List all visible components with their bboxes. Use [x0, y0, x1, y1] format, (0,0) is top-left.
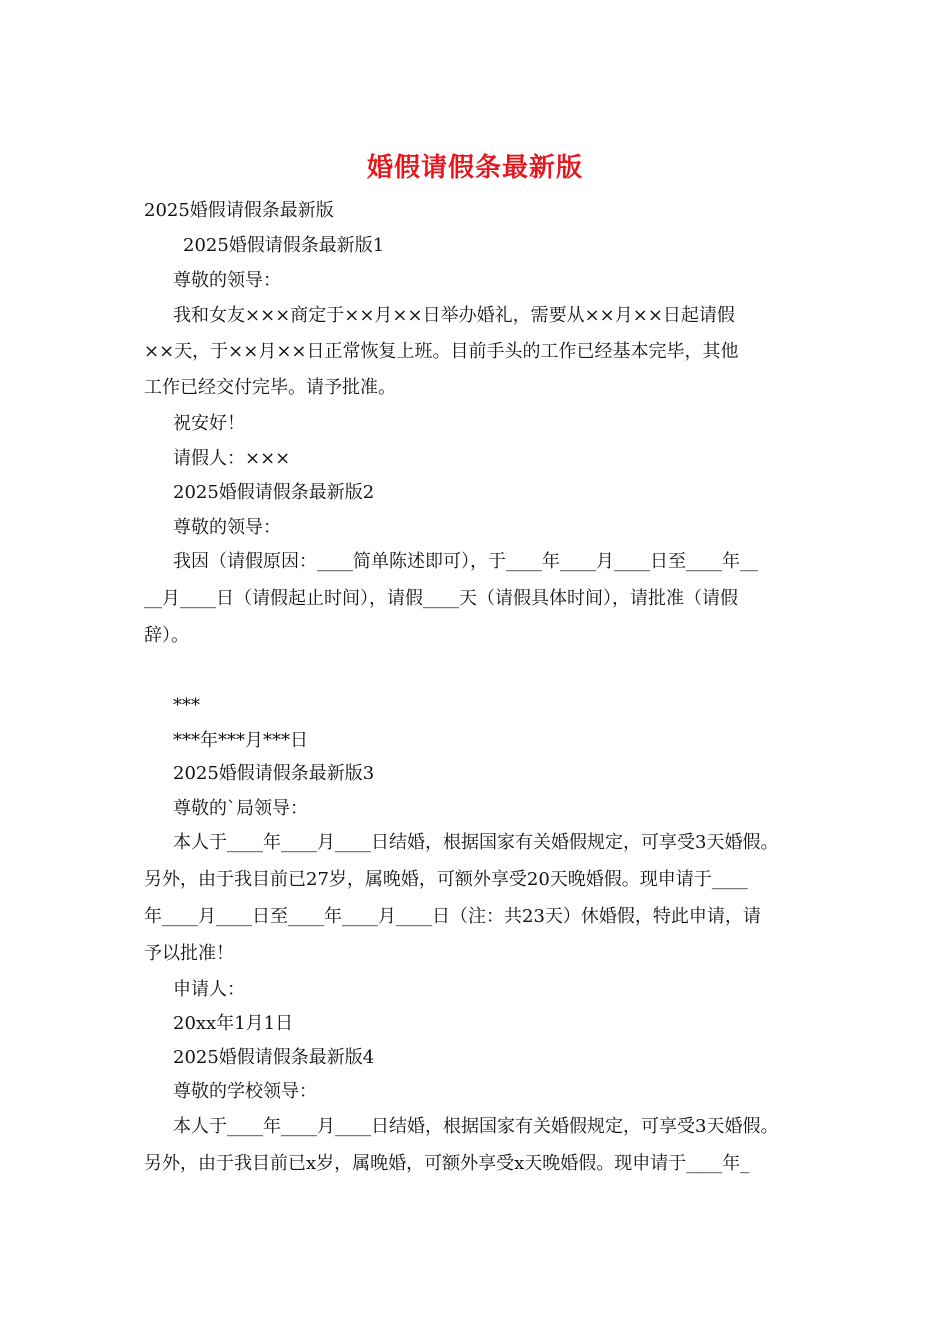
body-line: 另外，由于我目前已27岁，属晚婚，可额外享受20天晚婚假。现申请于____ — [144, 869, 748, 890]
section-heading-1: 2025婚假请假条最新版1 — [183, 235, 385, 256]
signature-line: *** — [173, 695, 200, 716]
date-line: 20xx年1月1日 — [173, 1013, 294, 1034]
date-line: ***年***月***日 — [173, 730, 308, 751]
body-line: 我和女友×××商定于××月××日举办婚礼，需要从××月××日起请假 — [173, 305, 735, 326]
body-line: 本人于____年____月____日结婚，根据国家有关婚假规定，可享受3天婚假。 — [173, 1116, 779, 1137]
document-title: 婚假请假条最新版 — [366, 153, 583, 183]
section-heading-2: 2025婚假请假条最新版2 — [173, 482, 375, 503]
body-line: __月____日（请假起止时间），请假____天（请假具体时间），请批准（请假 — [144, 588, 738, 609]
salutation-2: 尊敬的领导： — [173, 517, 281, 538]
signature-line: 申请人： — [173, 979, 245, 1000]
signature-line: 请假人：××× — [173, 448, 291, 469]
body-line: ××天，于××月××日正常恢复上班。目前手头的工作已经基本完毕，其他 — [144, 341, 739, 362]
body-line: 予以批准！ — [144, 943, 234, 964]
salutation-1: 尊敬的领导： — [173, 270, 281, 291]
doc-heading-line: 2025婚假请假条最新版 — [144, 200, 334, 221]
closing-line: 祝安好！ — [173, 413, 245, 434]
section-heading-3: 2025婚假请假条最新版3 — [173, 763, 375, 784]
body-line: 本人于____年____月____日结婚，根据国家有关婚假规定，可享受3天婚假。 — [173, 832, 779, 853]
body-line: 辞）。 — [144, 625, 189, 646]
body-line: 我因（请假原因：____简单陈述即可），于____年____月____日至____年__ — [173, 551, 758, 572]
salutation-4: 尊敬的学校领导： — [173, 1081, 317, 1102]
body-line: 年____月____日至____年____月____日（注：共23天）休婚假，特此申请，请 — [144, 906, 761, 927]
section-heading-4: 2025婚假请假条最新版4 — [173, 1047, 375, 1068]
salutation-3: 尊敬的`局领导： — [173, 798, 308, 819]
body-line: 另外，由于我目前已x岁，属晚婚，可额外享受x天晚婚假。现申请于____年_ — [144, 1153, 750, 1174]
body-line: 工作已经交付完毕。请予批准。 — [144, 377, 396, 398]
